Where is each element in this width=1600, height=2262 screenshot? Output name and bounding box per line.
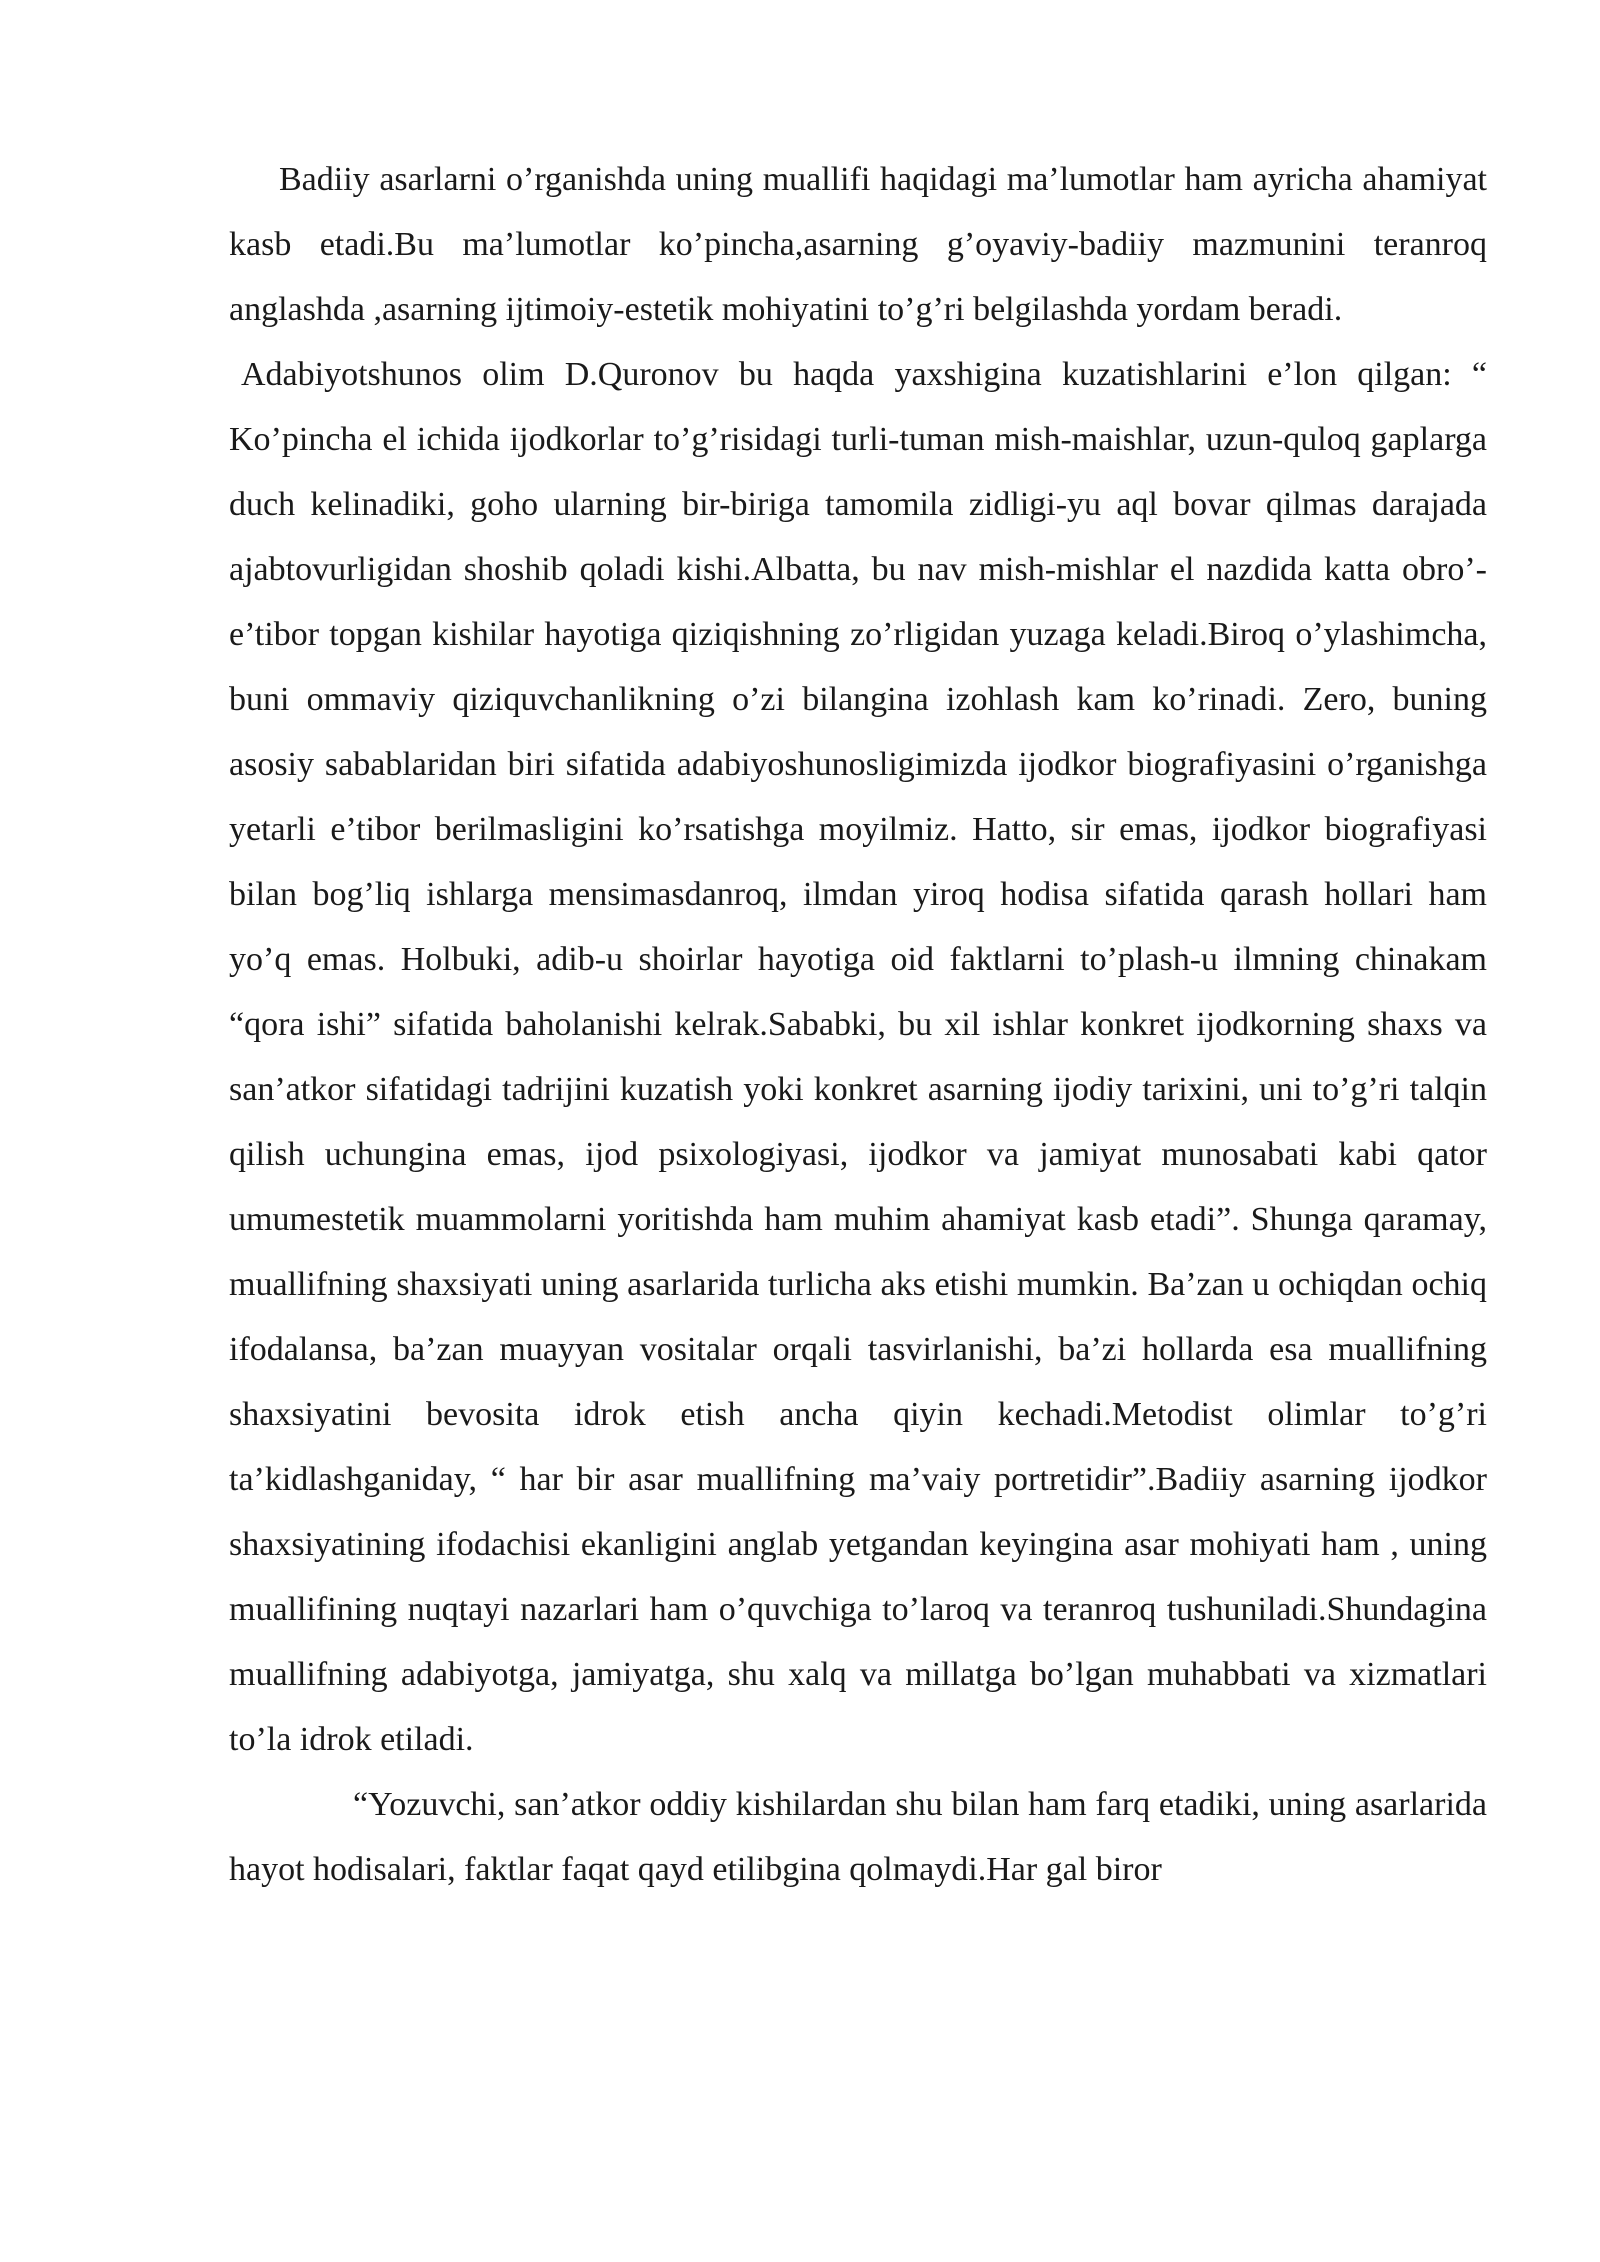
document-body [229, 147, 1487, 1902]
paragraph-yozuvchi: “Yozuvchi, san’atkor oddiy kishilardan shu bilan ham farq etadiki, uning asarlarida hayot hodisalari, faktlar faqat qayd etilibgina qolmaydi.Har gal biror [229, 1786, 1487, 1888]
paragraph-quronov-quote: Adabiyotshunos olim D.Quronov bu haqda yaxshigina kuzatishlarini e’lon qilgan: “ Ko’pincha el ichida ijodkorlar to’g’risidagi turli-tuman mish-maishlar, uzun-quloq gaplarga duch kelinadiki, goho ularning bir-biriga tamomila zidligi-yu aql bovar qilmas darajada ajabtovurligidan shoshib qoladi kishi.Albatta, bu nav mish-mishlar el nazdida katta obro’-e’tibor topgan kishilar hayotiga qiziqishning zo’rligidan yuzaga keladi.Biroq o’ylashimcha, buni ommaviy qiziquvchanlikning o’zi bilangina izohlash kam ko’rinadi. Zero, buning asosiy sabablaridan biri sifatida adabiyoshunosligimizda ijodkor biografiyasini o’rganishga yetarli e’tibor berilmasligini ko’rsatishga moyilmiz. Hatto, sir emas, ijodkor biografiyasi bilan bog’liq ishlarga mensimasdanroq, ilmdan yiroq hodisa sifatida qarash hollari ham yo’q emas. Holbuki, adib-u shoirlar hayotiga oid faktlarni to’plash-u ilmning chinakam “qora ishi” sifatida baholanishi kelrak.Sababki, bu xil ishlar konkret ijodkorning shaxs va san’atkor sifatidagi tadrijini kuzatish yoki konkret asarning ijodiy tarixini, uni to’g’ri talqin qilish uchungina emas, ijod psixologiyasi, ijodkor va jamiyat munosabati kabi qator umumestetik muammolarni yoritishda ham muhim ahamiyat kasb etadi”. Shunga qaramay, muallifning shaxsiyati uning asarlarida turlicha aks etishi mumkin. Ba’zan u ochiqdan ochiq ifodalansa, ba’zan muayyan vositalar orqali tasvirlanishi, ba’zi hollarda esa muallifning shaxsiyatini bevosita idrok etish ancha qiyin kechadi.Metodist olimlar to’g’ri ta’kidlashganiday, “ har bir asar muallifning ma’vaiy portretidir”.Badiiy asarning ijodkor shaxsiyatining ifodachisi ekanligini anglab yetgandan keyingina asar mohiyati ham , uning muallifining nuqtayi nazarlari ham o’quvchiga to’laroq va teranroq tushuniladi.Shundagina muallifning adabiyotga, jamiyatga, shu xalq va millatga bo’lgan muhabbati va xizmatlari to’la idrok etiladi. [229, 356, 1487, 1758]
paragraph-intro: Badiiy asarlarni o’rganishda uning muallifi haqidagi ma’lumotlar ham ayricha ahamiyat kasb etadi.Bu ma’lumotlar ko’pincha,asarning g’oyaviy-badiiy mazmunini teranroq anglashda ,asarning ijtimoiy-estetik mohiyatini to’g’ri belgilashda yordam beradi. [229, 161, 1487, 328]
